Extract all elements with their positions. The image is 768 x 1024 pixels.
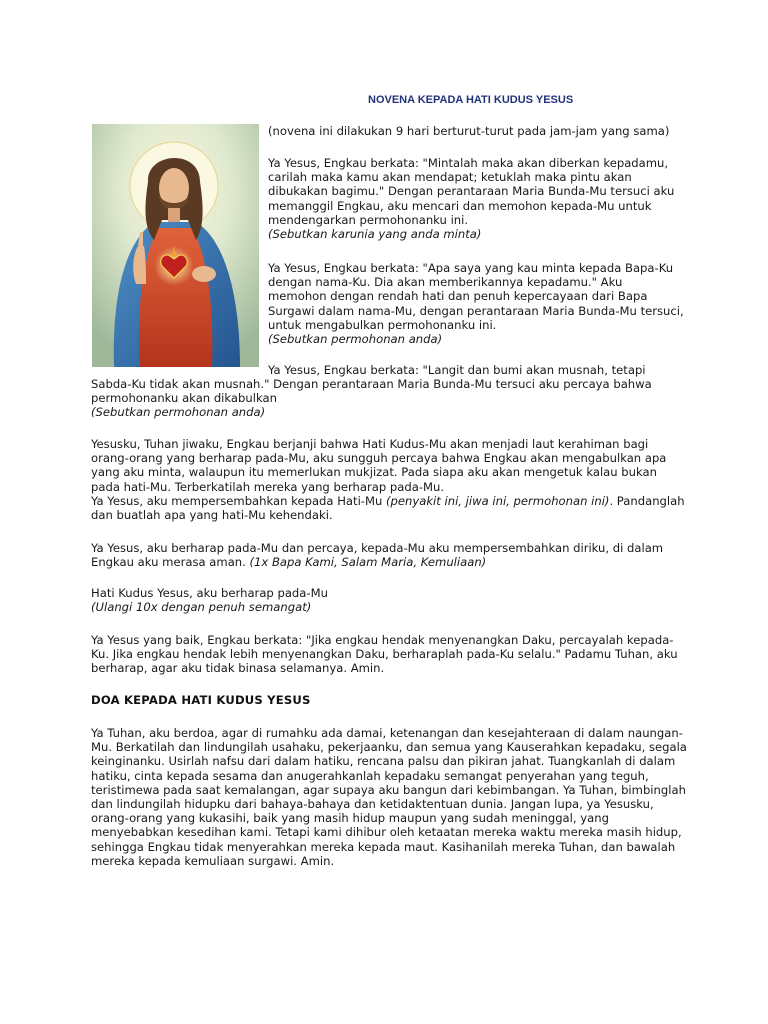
paragraph-2-note: (Sebutkan permohonan anda) bbox=[268, 332, 443, 347]
section-heading: DOA KEPADA HATI KUDUS YESUS bbox=[91, 693, 311, 707]
page-title: NOVENA KEPADA HATI KUDUS YESUS bbox=[368, 94, 574, 106]
paragraph-5-italic: (1x Bapa Kami, Salam Maria, Kemuliaan) bbox=[249, 555, 487, 570]
prayer-paragraph: Ya Tuhan, aku berdoa, agar di rumahku ada damai, ketenangan dan kesejahteraan di dalam naungan- Mu. Berkatilah dan lindungilah usahaku, pekerjaanku, dan semua yang Kauserahkan kepadaku, segala keinginanku. Usirlah nafsu dari dalam hatiku, rencana palsu dan pikiran jahat. Tuangkanlah di dalam hatiku, cinta kepada sesama dan anugerahkanlah kepadaku semangat penyerahan yang teguh, teristimewa pada saat kemalangan, agar supaya aku bangun dari kebimbangan. Ya Tuhan, bimbinglah dan lindungilah hidupku dari bahaya-bahaya dan ketidaktentuan dunia. Jangan lupa, ya Yesusku, orang-orang yang kukasihi, baik yang masih hidup maupun yang sudah meninggal, yang menyebabkan kesedihan kami. Tetapi kami dihibur oleh ketaatan mereka waktu mereka masih hidup, sehingga Engkau tidak menyerahkan mereka kepada maut. Kasihanilah mereka Tuhan, dan bawalah mereka kepada kemuliaan surgawi. Amin. bbox=[91, 726, 687, 868]
paragraph-7: Ya Yesus yang baik, Engkau berkata: "Jika engkau hendak menyenangkan Daku, percayalah kepada- Ku. Jika engkau hendak lebih menyenangkan Daku, berharaplah pada-Ku selalu." Padamu Tuhan, aku berharap, agar aku tidak binasa selamanya. Amin. bbox=[91, 633, 678, 676]
paragraph-3-first-line: Ya Yesus, Engkau berkata: "Langit dan bumi akan musnah, tetapi bbox=[268, 363, 646, 377]
paragraph-1-note: (Sebutkan karunia yang anda minta) bbox=[268, 227, 482, 242]
paragraph-6-note: (Ulangi 10x dengan penuh semangat) bbox=[91, 600, 312, 615]
paragraph-4-italic: (penyakit ini, jiwa ini, permohonan ini) bbox=[386, 493, 610, 508]
intro-note: (novena ini dilakukan 9 hari berturut-turut pada jam-jam yang sama) bbox=[268, 124, 670, 138]
sacred-heart-image bbox=[92, 124, 259, 367]
paragraph-4: Yesusku, Tuhan jiwaku, Engkau berjanji bahwa Hati Kudus-Mu akan menjadi laut kerahiman bagi orang-orang yang berharap pada-Mu, aku sungguh percaya bahwa Engkau akan mengabulkan apa yang aku minta, walaupun itu memerlukan mukjizat. Pada siapa aku akan mengetuk kalau bukan pada hati-Mu. Terberkatilah mereka yang berharap pada-Mu. Ya Yesus, aku mempersembahkan kepada Hati-Mu (penyakit ini, jiwa ini, permohonan ini). Pandanglah dan buatlah apa yang hati-Mu kehendaki. bbox=[91, 437, 685, 523]
paragraph-3: Sabda-Ku tidak akan musnah." Dengan perantaraan Maria Bunda-Mu tersuci aku percaya bahwa permohonanku akan dikabulkan (Sebutkan permohonan anda) bbox=[91, 377, 652, 420]
paragraph-1: Ya Yesus, Engkau berkata: "Mintalah maka akan diberkan kepadamu, carilah maka kamu akan mendapat; ketuklah maka pintu akan dibukakan bagimu." Dengan perantaraan Maria Bunda-Mu tersuci aku memanggil Engkau, aku mencari dan memohon kepada-Mu untuk mendengarkan permohonanku ini. (Sebutkan karunia yang anda minta) bbox=[268, 156, 675, 242]
paragraph-3-note: (Sebutkan permohonan anda) bbox=[91, 405, 266, 420]
paragraph-2: Ya Yesus, Engkau berkata: "Apa saya yang kau minta kepada Bapa-Ku dengan nama-Ku. Dia akan memberikannya kepadamu." Aku memohon dengan rendah hati dan penuh kepercayaan dari Bapa Surgawi dalam nama-Mu, dengan perantaraan Maria Bunda-Mu tersuci, untuk mengabulkan permohonanku ini. (Sebutkan permohonan anda) bbox=[268, 261, 684, 347]
paragraph-6: Hati Kudus Yesus, aku berharap pada-Mu (Ulangi 10x dengan penuh semangat) bbox=[91, 586, 328, 615]
paragraph-5: Ya Yesus, aku berharap pada-Mu dan percaya, kepada-Mu aku mempersembahkan diriku, di dalam Engkau aku merasa aman. (1x Bapa Kami, Salam Maria, Kemuliaan) bbox=[91, 541, 664, 570]
